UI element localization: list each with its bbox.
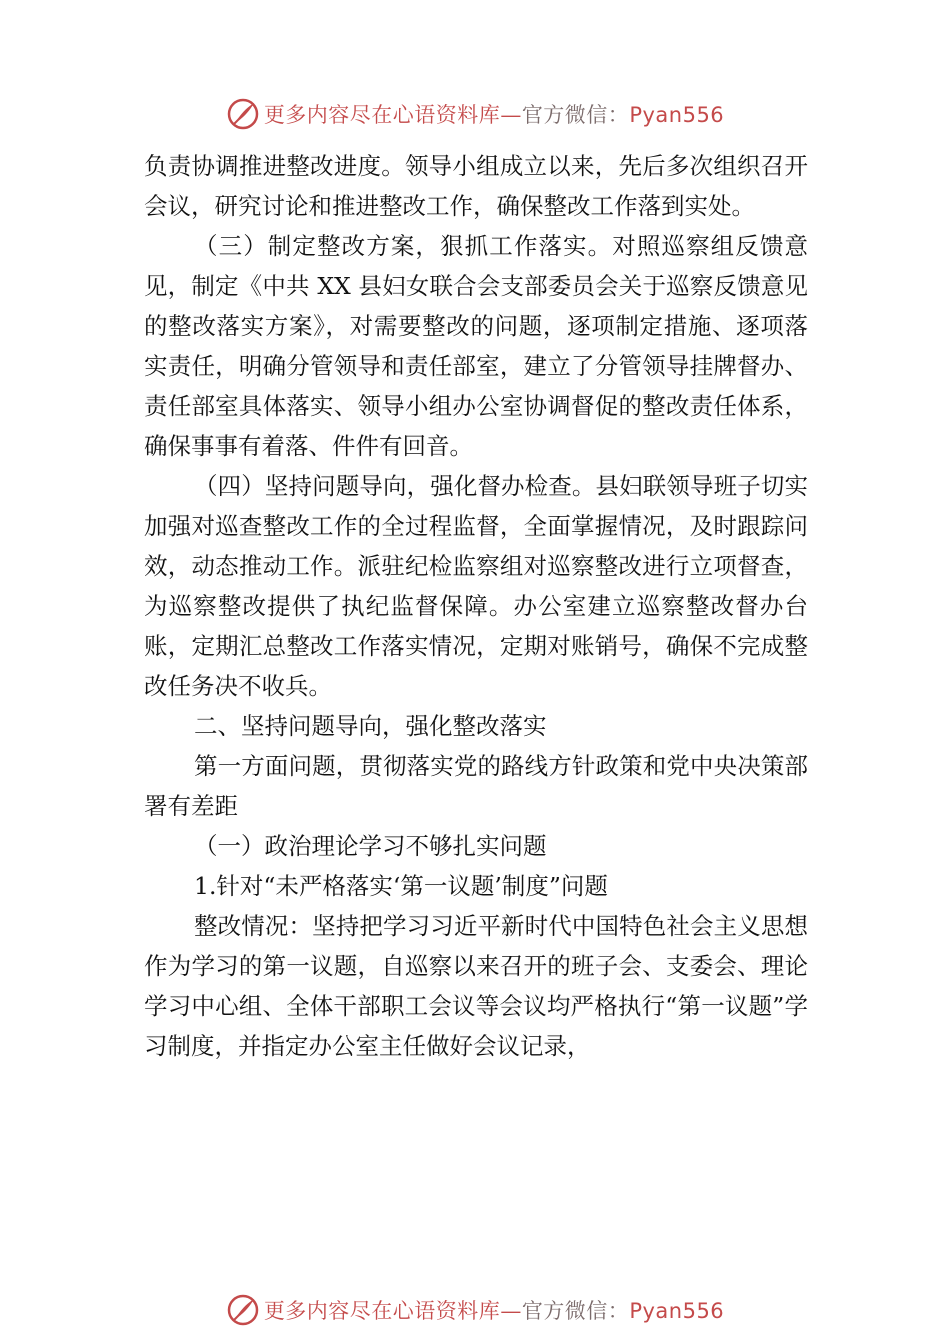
banner-brand: 更多内容尽在心语资料库 xyxy=(263,103,501,127)
section-heading: 二、坚持问题导向，强化整改落实 xyxy=(194,712,547,740)
banner-dash: — xyxy=(500,103,522,127)
document-body xyxy=(144,146,808,1066)
banner-label: 官方微信： xyxy=(521,1299,630,1323)
paragraph-rectification: 整改情况：坚持把学习习近平新时代中国特色社会主义思想作为学习的第一议题，自巡察以来召开的班子会、支委会、理论学习中心组、全体干部职工会议等会议均严格执行“第一议题”学习制度，并指定办公室主任做好会议记录， xyxy=(144,912,808,1060)
feather-pen-circle-icon xyxy=(226,1293,260,1327)
paragraph-2: （三）制定整改方案，狠抓工作落实。对照巡察组反馈意见，制定《中共 XX 县妇女联合会支部委员会关于巡察反馈意见的整改落实方案》，对需要整改的问题，逐项制定措施、逐项落实责任，明确分管领导和责任部室，建立了分管领导挂牌督办、责任部室具体落实、领导小组办公室协调督促的整改责任体系，确保事事有着落、件件有回音。 xyxy=(144,232,808,460)
footer-watermark-banner xyxy=(0,1290,950,1330)
paragraph-issue-category: 第一方面问题，贯彻落实党的路线方针政策和党中央决策部署有差距 xyxy=(144,752,808,820)
banner-text xyxy=(264,99,724,129)
banner-brand: 更多内容尽在心语资料库 xyxy=(263,1299,501,1323)
banner-wechat-id: Pyan556 xyxy=(629,1299,725,1323)
paragraph-1: 负责协调推进整改进度。领导小组成立以来，先后多次组织召开会议，研究讨论和推进整改工作，确保整改工作落到实处。 xyxy=(144,152,808,220)
banner-text xyxy=(264,1295,724,1325)
item-heading: 1.针对“未严格落实‘第一议题’制度”问题 xyxy=(194,872,608,900)
paragraph-3: （四）坚持问题导向，强化督办检查。县妇联领导班子切实加强对巡查整改工作的全过程监督，全面掌握情况，及时跟踪问效，动态推动工作。派驻纪检监察组对巡察整改进行立项督查，为巡察整改提供了执纪监督保障。办公室建立巡察整改督办台账，定期汇总整改工作落实情况，定期对账销号，确保不完成整改任务决不收兵。 xyxy=(144,472,808,700)
banner-dash: — xyxy=(500,1299,522,1323)
banner-wechat-id: Pyan556 xyxy=(629,103,725,127)
banner-label: 官方微信： xyxy=(521,103,630,127)
feather-pen-circle-icon xyxy=(226,97,260,131)
subsection-heading: （一）政治理论学习不够扎实问题 xyxy=(194,832,547,860)
header-watermark-banner xyxy=(0,94,950,134)
